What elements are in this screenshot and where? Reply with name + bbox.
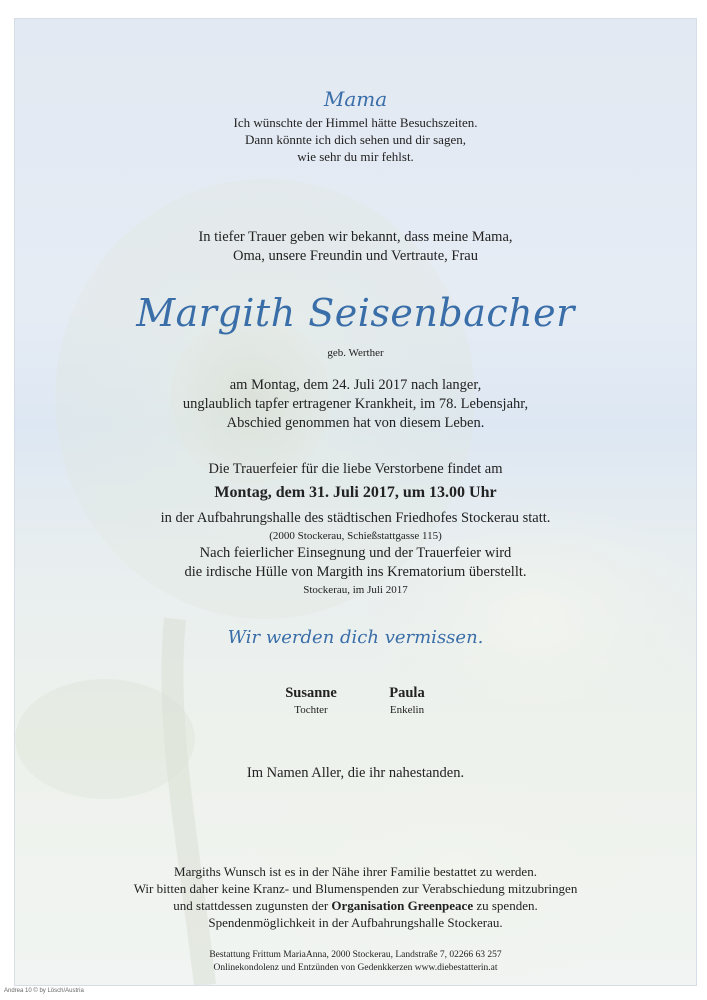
wish-line-1: Margiths Wunsch ist es in der Nähe ihrer Familie bestattet zu werden. xyxy=(174,864,537,879)
mourner-1-name: Susanne xyxy=(285,685,337,701)
wish-line-3-pre: und stattdessen zugunsten der xyxy=(173,898,332,913)
cremation-line-1: Nach feierlicher Einsegnung und der Trauerfeier wird xyxy=(199,545,512,561)
mourner-2-name: Paula xyxy=(389,685,425,701)
parte-sheet xyxy=(14,18,697,986)
intro-line-2: Oma, unsere Freundin und Vertraute, Frau xyxy=(233,248,478,264)
death-line-1: am Montag, dem 24. Juli 2017 nach langer, xyxy=(229,377,482,393)
wish-line-4: Spendenmöglichkeit in der Aufbahrungshalle Stockerau. xyxy=(208,915,503,930)
ceremony-address: (2000 Stockerau, Schießstattgasse 115) xyxy=(269,530,442,542)
place-date: Stockerau, im Juli 2017 xyxy=(303,584,408,596)
mourner-2-relation: Enkelin xyxy=(389,704,425,716)
intro-line-1: In tiefer Trauer geben wir bekannt, dass meine Mama, xyxy=(198,229,513,245)
poem-line-2: Dann könnte ich dich sehen und dir sagen, xyxy=(245,132,466,147)
miss-line: Wir werden dich vermissen. xyxy=(227,627,484,648)
edge-copyright-note: Andrea 10 © by Lösch/Austria xyxy=(4,988,84,994)
parte-content xyxy=(15,19,696,985)
birth-name: geb. Werther xyxy=(327,347,384,359)
ceremony-date: Montag, dem 31. Juli 2017, um 13.00 Uhr xyxy=(214,484,497,501)
poem-line-1: Ich wünschte der Himmel hätte Besuchszeiten. xyxy=(233,115,478,130)
death-line-2: unglaublich tapfer ertragener Krankheit, im 78. Lebensjahr, xyxy=(182,396,529,412)
poem-heading: Mama xyxy=(323,87,388,111)
cremation-line-2: die irdische Hülle von Margith ins Krematorium überstellt. xyxy=(184,564,527,580)
deceased-name: Margith Seisenbacher xyxy=(136,291,575,335)
wish-line-3 xyxy=(15,898,696,914)
footer-line-1: Bestattung Frittum MariaAnna, 2000 Stockerau, Landstraße 7, 02266 63 257 xyxy=(209,950,502,960)
footer-line-2: Onlinekondolenz und Entzünden von Gedenkkerzen www.diebestatterin.at xyxy=(213,963,498,973)
wish-line-3-post: zu spenden. xyxy=(473,898,538,913)
mourner-2 xyxy=(332,685,482,716)
ceremony-place: in der Aufbahrungshalle des städtischen Friedhofes Stockerau statt. xyxy=(160,510,551,526)
ceremony-intro: Die Trauerfeier für die liebe Verstorbene findet am xyxy=(208,461,503,477)
all-line: Im Namen Aller, die ihr nahestanden. xyxy=(246,765,465,781)
mourner-1-relation: Tochter xyxy=(294,704,328,716)
death-line-3: Abschied genommen hat von diesem Leben. xyxy=(226,415,485,431)
wish-line-2: Wir bitten daher keine Kranz- und Blumenspenden zur Verabschiedung mitzubringen xyxy=(133,881,578,896)
poem-line-3: wie sehr du mir fehlst. xyxy=(297,149,414,164)
organisation-name: Organisation Greenpeace xyxy=(331,898,474,913)
